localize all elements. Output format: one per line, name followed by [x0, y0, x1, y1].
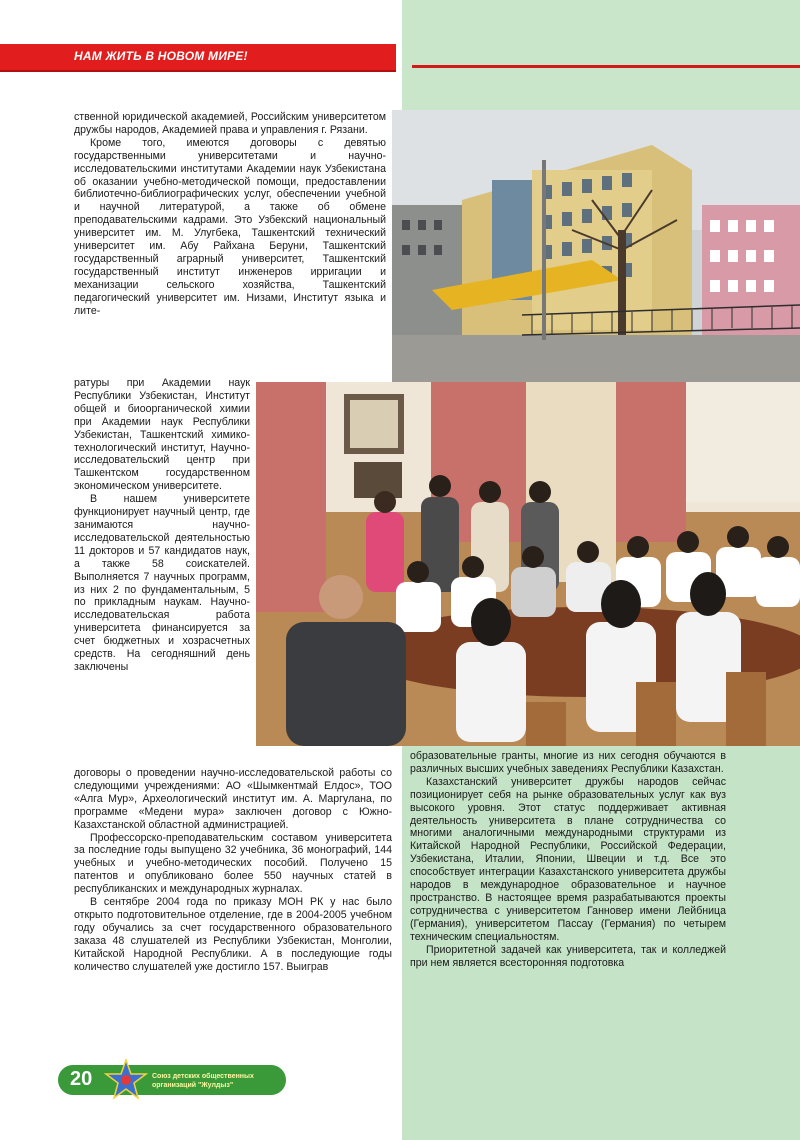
header-rule	[412, 65, 800, 68]
paragraph: договоры о проведении научно-исследовательской работы со следующими учреждениями: АО «Шымкентмай Елдос», ТОО «Алга Мур», Археологический институт им. А. Маргулана, по программе «Медени мура» заключен договор с Южно-Казахстанской областной администрацией.	[74, 767, 392, 831]
article-column-1-top	[74, 111, 386, 318]
page-number: 20	[70, 1068, 93, 1090]
article-column-2	[410, 750, 726, 969]
organization-line-2: организаций "Жулдыз"	[152, 1082, 234, 1089]
paragraph: В нашем университете функционирует научный центр, где занимаются научно-исследовательской деятельностью 11 докторов и 57 кандидатов наук, а также 58 соискателей. Выполняется 7 научных программ, из них 2 по фундаментальным, 5 по прикладным наукам. Научно-исследовательская работа университета финансируется за счет бюджетных и хозрасчетных средств. На сегодняшний день заключены	[74, 493, 250, 673]
top-green-block	[402, 0, 800, 110]
organization-name	[152, 1072, 254, 1090]
paragraph: образовательные гранты, многие из них сегодня обучаются в различных высших учебных заведениях Республики Казахстан.	[410, 750, 726, 775]
paragraph: Казахстанский университет дружбы народов сейчас позиционирует себя на рынке образовательных услуг как вуз высокого уровня. Этот статус поддерживает активная деятельность университета в плане сотрудничества со многими аналогичными международными структурами из Китайской Народной Республики, Российской Федерации, Узбекистана, Италии, Японии, Швеции и т.д. Все это способствует интеграции Казахстанского университета дружбы народов в международное образовательное и научное пространство. В настоящее время разрабатываются проекты сотрудничества с университетом Ганновер имени Лейбница (Германия), университетом Пассау (Германия) по четырем техническим специальностям.	[410, 775, 726, 943]
organization-line-1: Союз детских общественных	[152, 1073, 254, 1080]
university-building-photo	[392, 110, 800, 382]
paragraph: Кроме того, имеются договоры с девятью государственными университетами и научно-исследовательскими институтами Академии наук Узбекистана об оказании учебно-методической помощи, предоставлении библиотечно-библиографических услуг, обеспечении учебной и научной литературой, а также об обмене преподавательскими кадрами. Это Узбекский национальный университет им. М. Улугбека, Ташкентский технический университет им. Абу Райхана Беруни, Ташкентский государственный аграрный университет, Ташкентский государственный институт инженеров ирригации и механизации сельского хозяйства, Ташкентский педагогический университет им. Низами, Институт языка и лите-	[74, 136, 386, 317]
star-logo-icon	[104, 1058, 148, 1102]
paragraph: Приоритетной задачей как университета, так и колледжей при нем является всесторонняя подготовка	[410, 943, 726, 969]
paragraph: Профессорско-преподавательским составом университета за последние годы выпущено 32 учебника, 36 монографий, 144 учебных и учебно-методических пособий. Получено 15 патентов и опубликовано более 550 научных статей в республиканских и международных журналах.	[74, 831, 392, 896]
paragraph: ственной юридической академией, Российским университетом дружбы народов, Академией права и управления г. Рязани.	[74, 111, 386, 136]
article-column-1-narrow	[74, 377, 250, 674]
article-column-1-bottom	[74, 767, 392, 974]
paragraph: В сентябре 2004 года по приказу МОН РК у нас было открыто подготовительное отделение, где в 2004-2005 учебном году обучались за счет государственного образовательного заказа 48 слушателей из Республики Узбекистан, Монголии, Китайской Народной Республики. А в последующие годы количество слушателей уже достигло 157. Выиграв	[74, 896, 392, 973]
paragraph: ратуры при Академии наук Республики Узбекистан, Институт общей и биоорганической химии при Академии наук Республики Узбекистан, Ташкентский химико-технологический институт, Научно-исследовательский центр при Ташкентском государственном экономическом университете.	[74, 377, 250, 493]
classroom-meeting-photo	[256, 382, 800, 746]
section-title: НАМ ЖИТЬ В НОВОМ МИРЕ!	[74, 49, 248, 63]
